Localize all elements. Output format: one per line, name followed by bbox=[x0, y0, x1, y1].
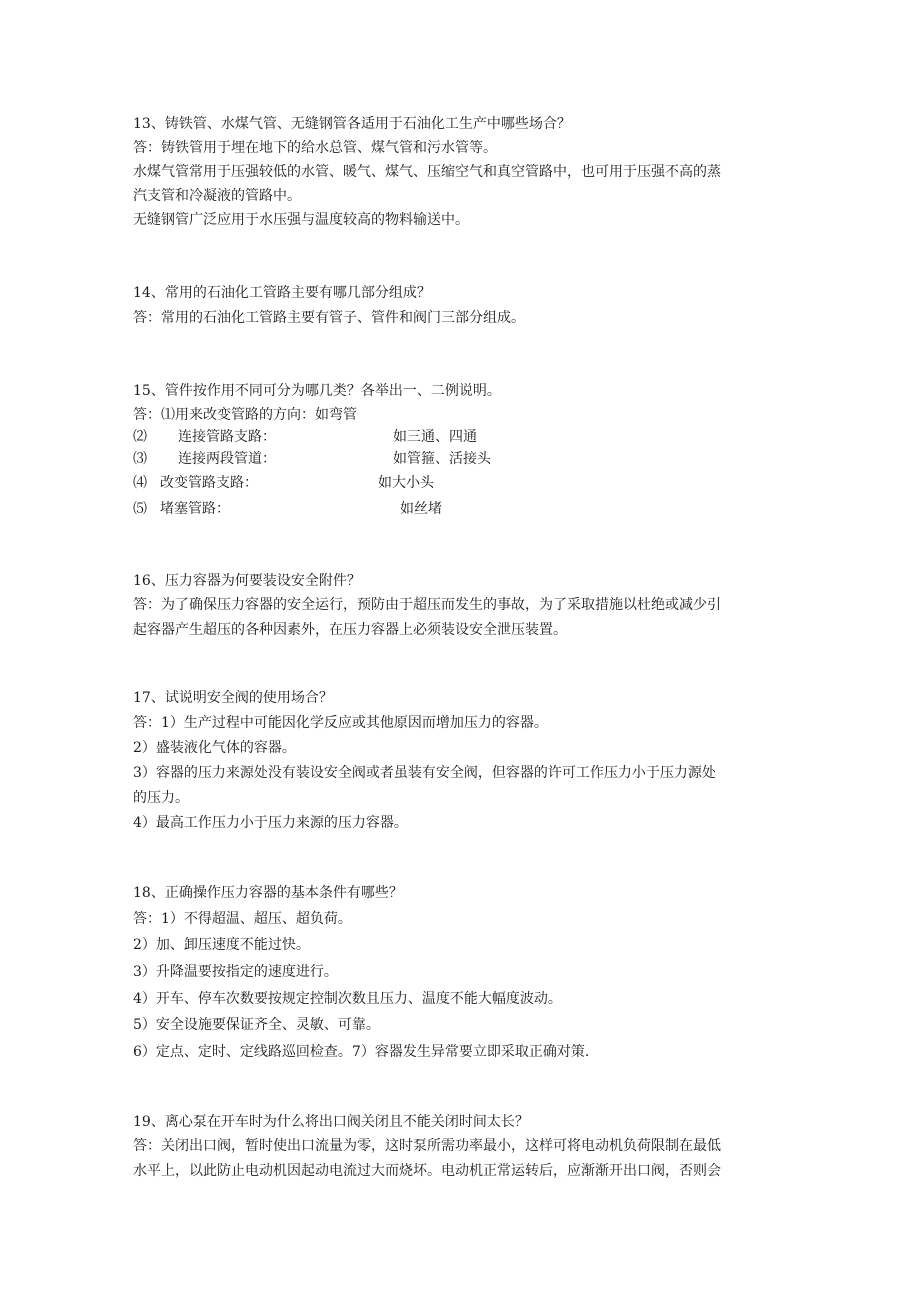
answer-line: 答：1）生产过程中可能因化学反应或其他原因而增加压力的容器。 bbox=[133, 715, 548, 731]
answer-line: 6）定点、定时、定线路巡回检查。7）容器发生异常要立即采取正确对策. bbox=[133, 1044, 590, 1060]
item-example: 如丝堵 bbox=[400, 501, 442, 517]
answer-line: 的压力。 bbox=[133, 790, 189, 806]
answer-line: 无缝钢管广泛应用于水压强与温度较高的物料输送中。 bbox=[133, 212, 469, 228]
answer-line: 2）加、卸压速度不能过快。 bbox=[133, 937, 310, 953]
answer-line: 5）安全设施要保证齐全、灵敏、可靠。 bbox=[133, 1017, 380, 1033]
question-16: 16、压力容器为何要装设安全附件？ bbox=[133, 573, 361, 589]
item-number: ⑸ bbox=[133, 501, 147, 517]
item-label: 连接管路支路： bbox=[178, 429, 276, 445]
item-label: 堵塞管路： bbox=[160, 501, 230, 517]
answer-line: 3）容器的压力来源处没有装设安全阀或者虽装有安全阀，但容器的许可工作压力小于压力源处 bbox=[133, 765, 716, 781]
item-example: 如管箍、活接头 bbox=[393, 451, 491, 467]
answer-line: 水平上，以此防止电动机因起动电流过大而烧坏。电动机正常运转后，应渐渐开出口阀，否则会 bbox=[133, 1163, 721, 1179]
answer-line: 答：⑴用来改变管路的方向：如弯管 bbox=[133, 407, 357, 423]
answer-line: 2）盛装液化气体的容器。 bbox=[133, 740, 296, 756]
question-17: 17、试说明安全阀的使用场合？ bbox=[133, 690, 333, 706]
answer-line: 水煤气管常用于压强较低的水管、暖气、煤气、压缩空气和真空管路中，也可用于压强不高的蒸 bbox=[133, 164, 721, 180]
item-label: 改变管路支路： bbox=[160, 475, 258, 491]
item-number: ⑷ bbox=[133, 475, 147, 491]
answer-line: 4）开车、停车次数要按规定控制次数且压力、温度不能大幅度波动。 bbox=[133, 991, 562, 1007]
item-example: 如三通、四通 bbox=[393, 429, 477, 445]
item-example: 如大小头 bbox=[378, 475, 434, 491]
item-number: ⑵ bbox=[133, 429, 147, 445]
answer-line: 答：为了确保压力容器的安全运行，预防由于超压而发生的事故，为了采取措施以杜绝或减少引 bbox=[133, 597, 721, 613]
item-label: 连接两段管道： bbox=[178, 451, 276, 467]
question-13: 13、铸铁管、水煤气管、无缝钢管各适用于石油化工生产中哪些场合？ bbox=[133, 116, 571, 132]
answer-line: 答：关闭出口阀，暂时使出口流量为零，这时泵所需功率最小，这样可将电动机负荷限制在最低 bbox=[133, 1138, 721, 1154]
answer-line: 4）最高工作压力小于压力来源的压力容器。 bbox=[133, 815, 408, 831]
question-19: 19、离心泵在开车时为什么将出口阀关闭且不能关闭时间太长？ bbox=[133, 1114, 529, 1130]
item-number: ⑶ bbox=[133, 451, 147, 467]
answer-line: 答：常用的石油化工管路主要有管子、管件和阀门三部分组成。 bbox=[133, 310, 525, 326]
answer-line: 答：1）不得超温、超压、超负荷。 bbox=[133, 911, 352, 927]
answer-line: 起容器产生超压的各种因素外，在压力容器上必须装设安全泄压装置。 bbox=[133, 622, 567, 638]
question-14: 14、常用的石油化工管路主要有哪几部分组成？ bbox=[133, 285, 431, 301]
answer-line: 3）升降温要按指定的速度进行。 bbox=[133, 964, 338, 980]
question-15: 15、管件按作用不同可分为哪几类？各举出一、二例说明。 bbox=[133, 383, 501, 399]
answer-line: 汽支管和冷凝液的管路中。 bbox=[133, 188, 301, 204]
answer-line: 答：铸铁管用于埋在地下的给水总管、煤气管和污水管等。 bbox=[133, 140, 497, 156]
question-18: 18、正确操作压力容器的基本条件有哪些？ bbox=[133, 885, 403, 901]
